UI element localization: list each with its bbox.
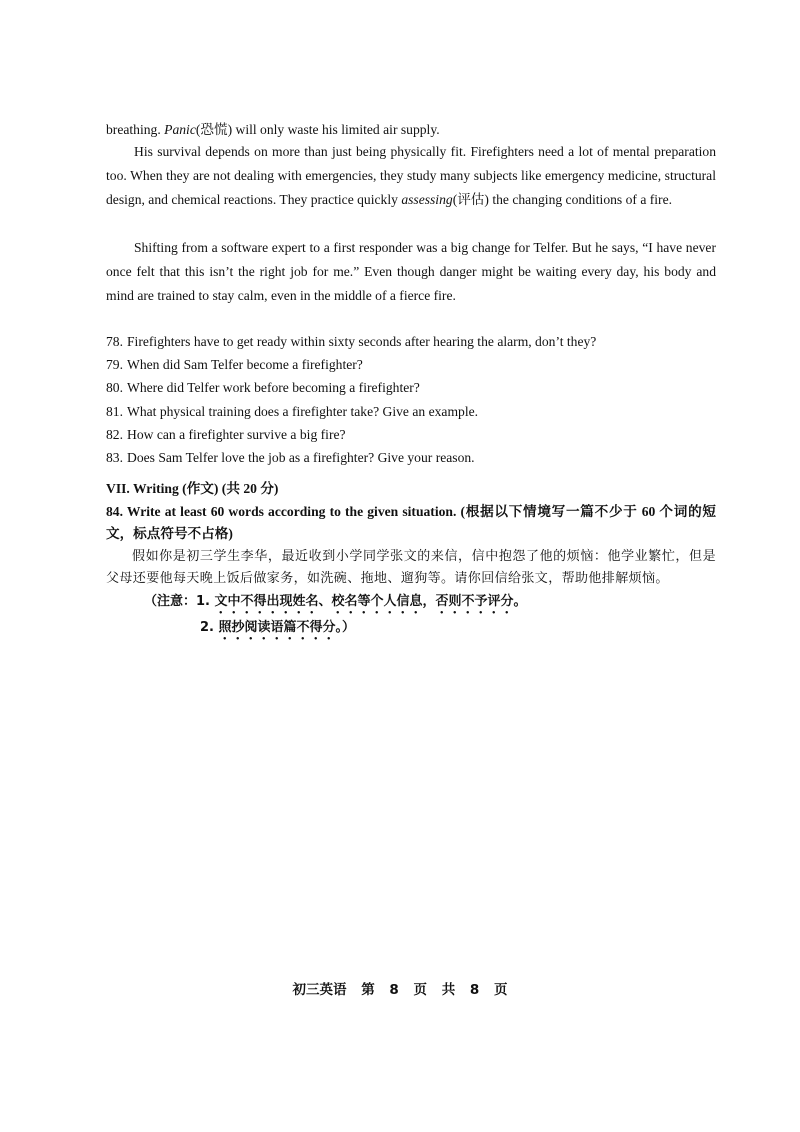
question-number: 78. [106,334,123,349]
passage-paragraph-3: Shifting from a software expert to a first responder was a big change for Telfer. But he says, “I have never once felt that this isn’t the right job for me.” Even though danger might be waiting every day, his body and mind are trained to stay calm, even in the middle of a fierce fire. [106,240,716,303]
question-81 [106,400,716,423]
question-number: 83. [106,450,123,466]
question-text: How can a firefighter survive a big fire? [127,426,346,442]
note2-dotted: 照抄阅读语篇不得分 [218,619,336,635]
page-footer: 初三英语 第 8 页 共 8 页 [292,982,508,998]
p2-before: His survival depends on more than just being physically fit. Firefighters need a lot of mental preparation too. When they are not dealing with emergencies, they study many subjects like emergency medicine, structural design, and chemical reactions. They practice quickly [106,144,716,207]
question-number: 79. [106,357,123,373]
question-text: Firefighters have to get ready within sixty seconds after hearing the alarm, don’t they? [127,334,597,349]
note-line-1 [106,591,716,617]
p2-after: (评估) the changing conditions of a fire. [452,192,673,207]
note1-dotted: 文中不得出现姓名、校名等个人信息，否则不予评分 [214,593,514,609]
question-83 [106,446,716,469]
writing-section [106,478,716,643]
writing-task: 84. Write at least 60 words according to the given situation. (根据以下情境写一篇不少于 60 个词的短文，标点符号不占格) [106,503,716,541]
question-text: What physical training does a firefighter take? Give an example. [127,403,479,419]
p1-after: (恐慌) will only waste his limited air supply. [195,122,440,137]
note2-prefix: 2. [200,619,219,635]
passage-paragraph-1 [106,118,716,142]
section-title: VII. Writing (作文) (共 20 分) [106,481,279,496]
note2-suffix: 。） [335,619,356,635]
question-82 [106,423,716,446]
question-78 [106,330,716,353]
passage-paragraph-2 [106,140,716,212]
question-number: 80. [106,380,123,396]
p1-before: breathing. [106,122,165,137]
question-text: Where did Telfer work before becoming a firefighter? [127,380,420,396]
question-list [106,330,716,469]
question-number: 82. [106,426,123,442]
p1-term: Panic [164,122,196,137]
question-80 [106,376,716,399]
question-text: When did Sam Telfer become a firefighter? [127,357,363,373]
note-line-2 [106,617,716,643]
note1-suffix: 。 [513,593,527,609]
question-text: Does Sam Telfer love the job as a firefighter? Give your reason. [127,450,475,466]
question-number: 81. [106,403,123,419]
p2-term: assessing [401,192,453,207]
writing-situation: 假如你是初三学生李华，最近收到小学同学张文的来信，信中抱怨了他的烦恼：他学业繁忙，但是父母还要他每天晚上饭后做家务，如洗碗、拖地、遛狗等。请你回信给张文，帮助他排解烦恼。 [106,548,716,586]
question-79 [106,353,716,376]
note1-prefix: （注意：1. [144,593,215,609]
